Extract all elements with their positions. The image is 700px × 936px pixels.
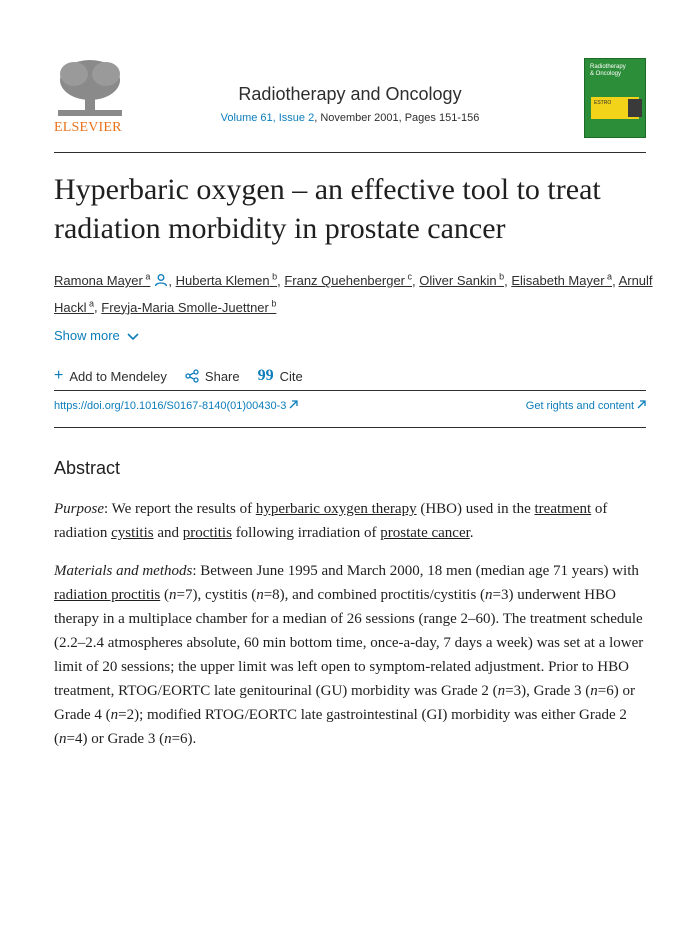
author-separator: , [612, 273, 619, 289]
journal-cover-image[interactable] [584, 58, 646, 138]
methods-label: Materials and methods [54, 563, 193, 579]
doi-text: https://doi.org/10.1016/S0167-8140(01)00430-3 [54, 400, 287, 412]
cystitis-link[interactable]: cystitis [111, 525, 154, 541]
journal-header [54, 56, 646, 152]
author-list [54, 266, 654, 319]
affiliation-marker: a [142, 272, 151, 282]
show-more-label: Show more [54, 328, 120, 343]
radiation-proctitis-link[interactable]: radiation proctitis [54, 587, 161, 603]
share-label: Share [204, 368, 240, 384]
hbo-therapy-link[interactable]: hyperbaric oxygen therapy [255, 501, 417, 517]
proctitis-link[interactable]: proctitis [182, 525, 232, 541]
chevron-down-icon [127, 333, 139, 341]
cover-title: Radiotherapy & Oncology [590, 64, 626, 77]
affiliation-marker: c [405, 272, 413, 282]
divider [54, 152, 646, 153]
author-separator: , [277, 273, 285, 289]
author-link[interactable] [419, 273, 504, 288]
author-name: Huberta Klemen [175, 273, 270, 289]
external-link-icon [289, 400, 298, 409]
abstract-methods: Materials and methods: Between June 1995 and March 2000, 18 men (median age 71 years) with radiation proctitis (n=7), cystitis (n=8), and combined proctitis/cystitis (n=3) underwent HBO therapy in a multiplace chamber for a median of 26 sessions (range 2–60). The treatment schedule (2.2–2.4 atmospheres absolute, 60 min bottom time, once-a-day, 7 days a week) was set at a lower limit of 20 sessions; the upper limit was left open to symptom-related adjustment. Prior to HBO treatment, RTOG/EORTC late genitourinal (GU) morbidity was Grade 2 (n=3), Grade 3 (n=6) or Grade 4 (n=2); modified RTOG/EORTC late gastrointestinal (GI) morbidity was either Grade 2 (n=4) or Grade 3 (n=6). [54, 563, 644, 747]
issue-link[interactable]: Volume 61, Issue 2 [220, 112, 315, 124]
author-separator: , [168, 273, 176, 289]
author-name: Freyja-Maria Smolle-Juettner [101, 299, 269, 315]
plus-icon: + [54, 367, 64, 384]
quote-icon: 99 [257, 367, 274, 384]
rights-text: Get rights and content [525, 400, 634, 412]
author-name: Oliver Sankin [419, 273, 497, 289]
cover-band-label: ESTRO [594, 100, 612, 106]
external-link-icon [637, 400, 646, 409]
author-separator: , [412, 273, 420, 289]
person-icon[interactable] [154, 273, 168, 287]
affiliation-marker: b [268, 298, 277, 309]
affiliation-marker: a [86, 298, 95, 309]
doi-link[interactable] [54, 400, 298, 412]
author-link[interactable] [101, 300, 276, 315]
treatment-link[interactable]: treatment [534, 501, 592, 517]
cite-button[interactable] [258, 367, 303, 385]
author-name: Arnulf Hackl [54, 273, 653, 315]
share-button[interactable] [185, 369, 240, 384]
author-name: Elisabeth Mayer [511, 273, 605, 289]
purpose-label: Purpose [54, 501, 104, 517]
article-actions [54, 366, 303, 386]
author-link[interactable] [176, 273, 277, 288]
affiliation-marker: b [269, 272, 278, 282]
author-separator: , [504, 273, 512, 289]
author-link[interactable] [511, 273, 612, 288]
author-link[interactable] [284, 273, 412, 288]
affiliation-marker: b [496, 272, 505, 282]
divider [54, 390, 646, 391]
rights-link[interactable] [526, 400, 646, 412]
affiliation-marker: a [604, 272, 613, 282]
issue-details: , November 2001, Pages 151-156 [314, 112, 480, 124]
show-more-button[interactable] [54, 328, 139, 343]
abstract-purpose: Purpose: We report the results of hyperbaric oxygen therapy (HBO) used in the treatment of radiation cystitis and proctitis following irradiation of prostate cancer. [54, 501, 608, 541]
author-name: Franz Quehenberger [284, 273, 406, 289]
abstract-heading: Abstract [54, 458, 121, 478]
journal-meta [54, 112, 646, 124]
cover-graphic [628, 99, 642, 117]
author-link[interactable] [54, 273, 150, 288]
doi-row [54, 400, 646, 412]
prostate-cancer-link[interactable]: prostate cancer [380, 525, 470, 541]
divider [54, 427, 646, 428]
share-icon [185, 369, 199, 383]
publisher-name: ELSEVIER [54, 120, 122, 135]
author-name: Ramona Mayer [54, 273, 143, 289]
author-separator: , [94, 299, 102, 315]
cite-label: Cite [279, 368, 303, 384]
journal-title[interactable]: Radiotherapy and Oncology [238, 84, 462, 104]
add-to-mendeley-button[interactable] [54, 368, 167, 384]
mendeley-label: Add to Mendeley [69, 368, 167, 384]
article-title: Hyperbaric oxygen – an effective tool to treat radiation morbidity in prostate cancer [54, 173, 601, 245]
